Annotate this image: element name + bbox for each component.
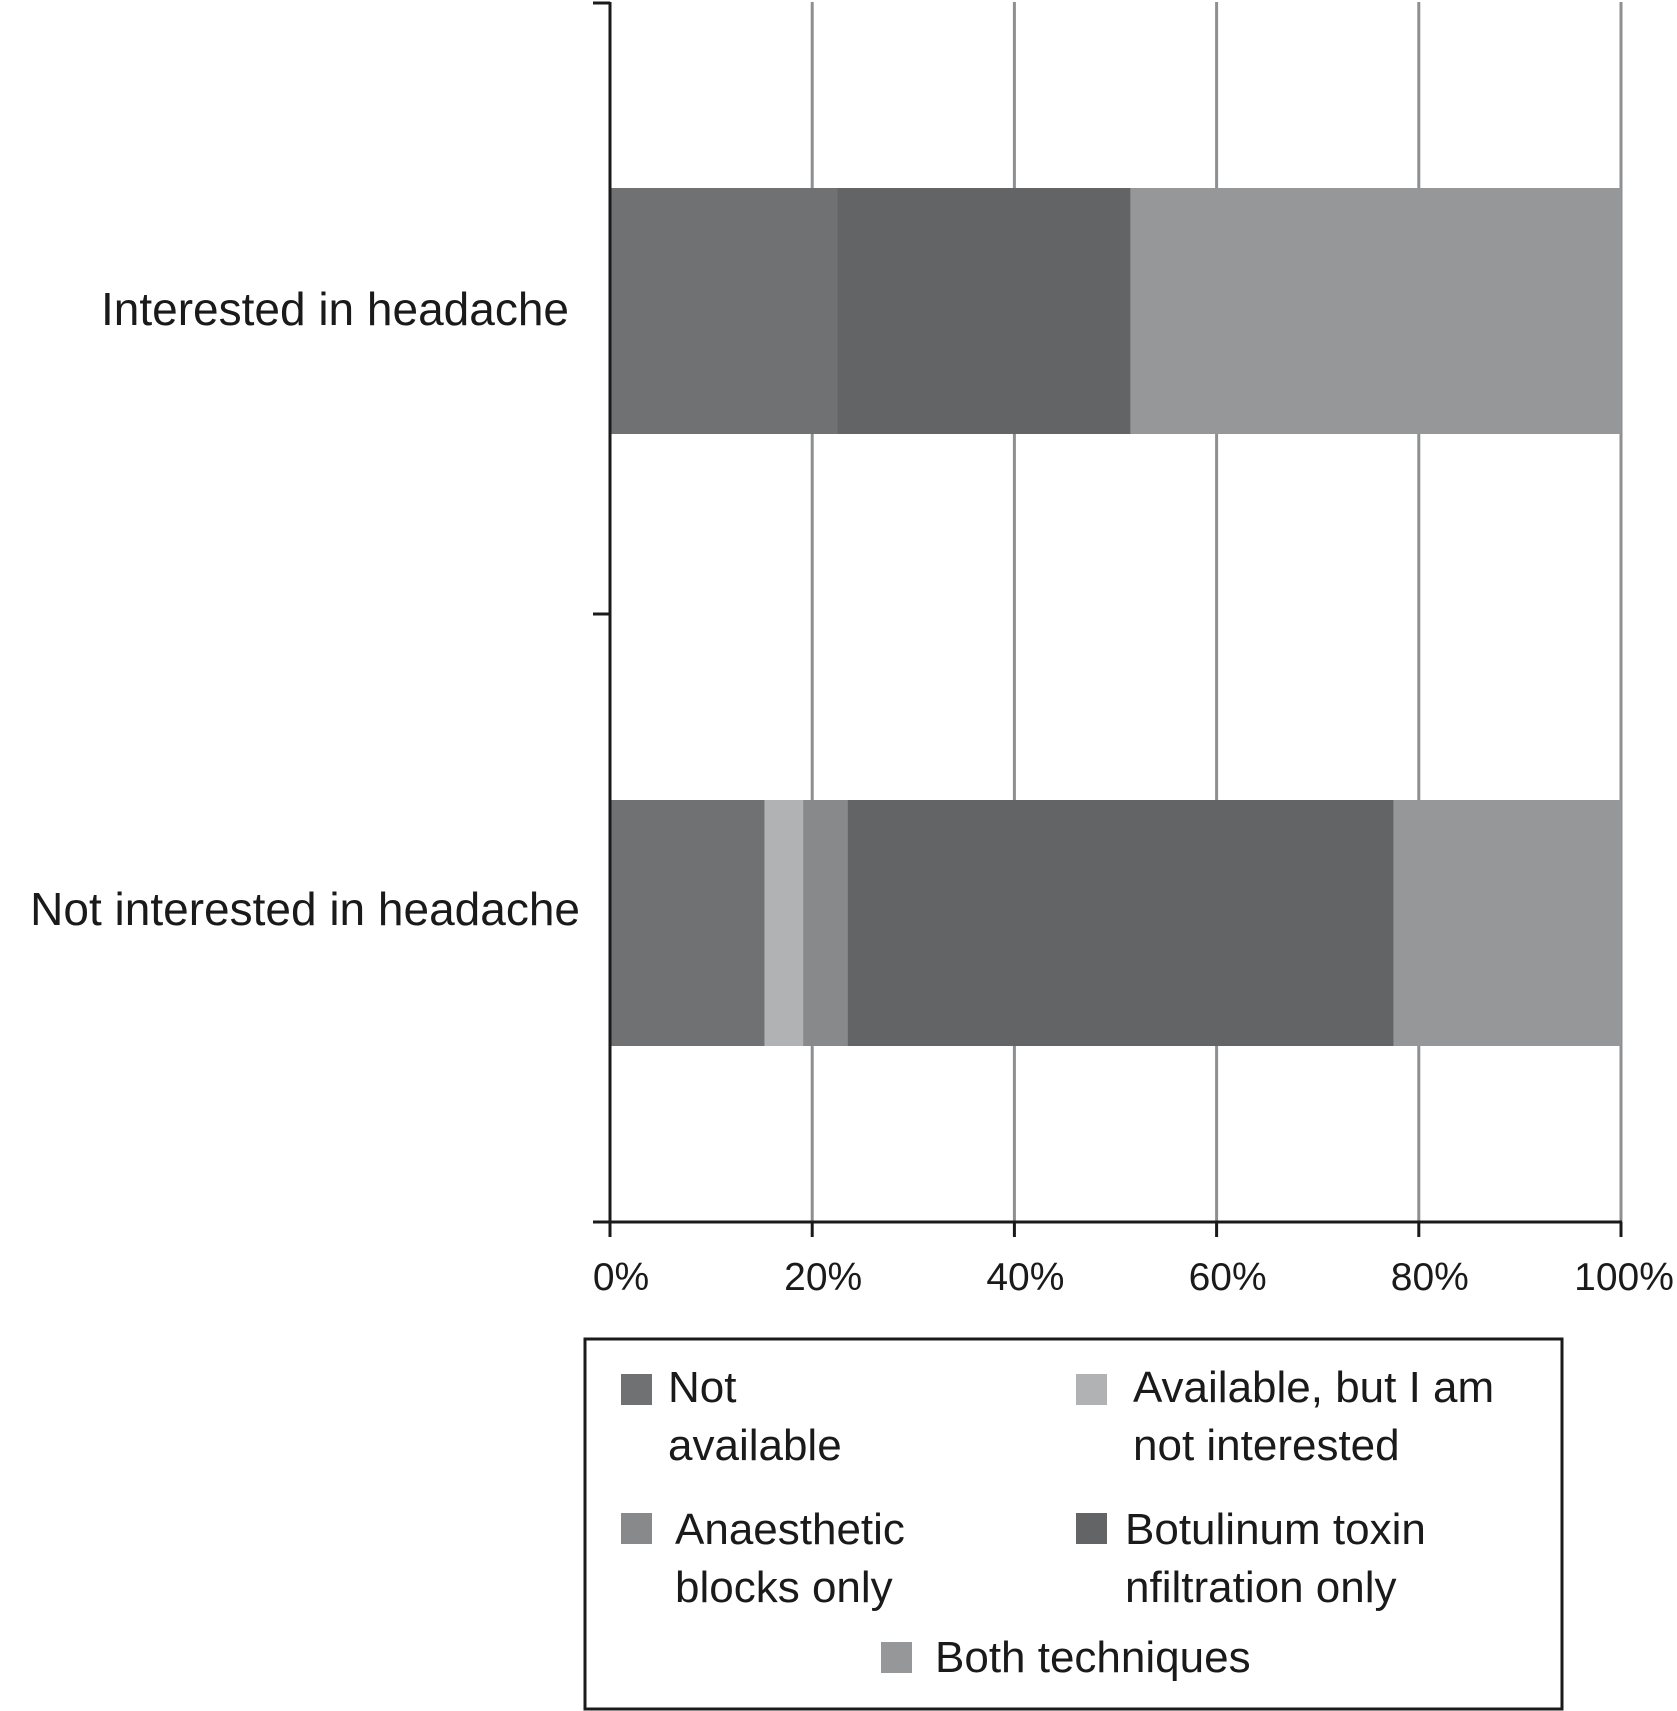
category-labels bbox=[30, 283, 580, 935]
legend-label-line: Botulinum toxin bbox=[1125, 1505, 1426, 1554]
bar-segment bbox=[610, 800, 765, 1046]
bar-segment bbox=[610, 188, 837, 434]
legend-label-line: available bbox=[668, 1421, 842, 1470]
bar-segment bbox=[1394, 800, 1621, 1046]
category-label: Not interested in headache bbox=[30, 883, 580, 935]
legend bbox=[585, 1339, 1562, 1709]
legend-label-line: blocks only bbox=[675, 1563, 893, 1612]
x-tick-label: 100% bbox=[1574, 1256, 1674, 1299]
legend-label-line: Both techniques bbox=[935, 1633, 1251, 1682]
category-label: Interested in headache bbox=[100, 283, 569, 335]
bar-segment bbox=[837, 188, 1130, 434]
legend-label bbox=[935, 1633, 1251, 1682]
legend-swatch bbox=[621, 1374, 652, 1405]
x-tick-label: 80% bbox=[1390, 1256, 1469, 1299]
bar-segment bbox=[848, 800, 1394, 1046]
legend-swatch bbox=[881, 1642, 912, 1673]
x-tick-label: 60% bbox=[1188, 1256, 1267, 1299]
x-tick-label: 0% bbox=[592, 1256, 650, 1299]
axes bbox=[593, 2, 1622, 1237]
bars bbox=[610, 188, 1621, 1046]
legend-label-line: Available, but I am bbox=[1133, 1363, 1495, 1412]
x-tick-label: 20% bbox=[784, 1256, 863, 1299]
legend-label-line: Not bbox=[668, 1363, 737, 1412]
legend-swatch bbox=[1076, 1374, 1107, 1405]
legend-label-line: nfiltration only bbox=[1125, 1563, 1397, 1612]
bar-segment bbox=[1131, 188, 1621, 434]
bar-segment bbox=[765, 800, 803, 1046]
legend-swatch bbox=[1076, 1513, 1107, 1544]
x-tick-labels bbox=[593, 1256, 1674, 1299]
legend-label-line: not interested bbox=[1133, 1421, 1400, 1470]
legend-label-line: Anaesthetic bbox=[675, 1505, 905, 1554]
bar-segment bbox=[803, 800, 847, 1046]
x-tick-label: 40% bbox=[986, 1256, 1065, 1299]
legend-swatch bbox=[621, 1513, 652, 1544]
